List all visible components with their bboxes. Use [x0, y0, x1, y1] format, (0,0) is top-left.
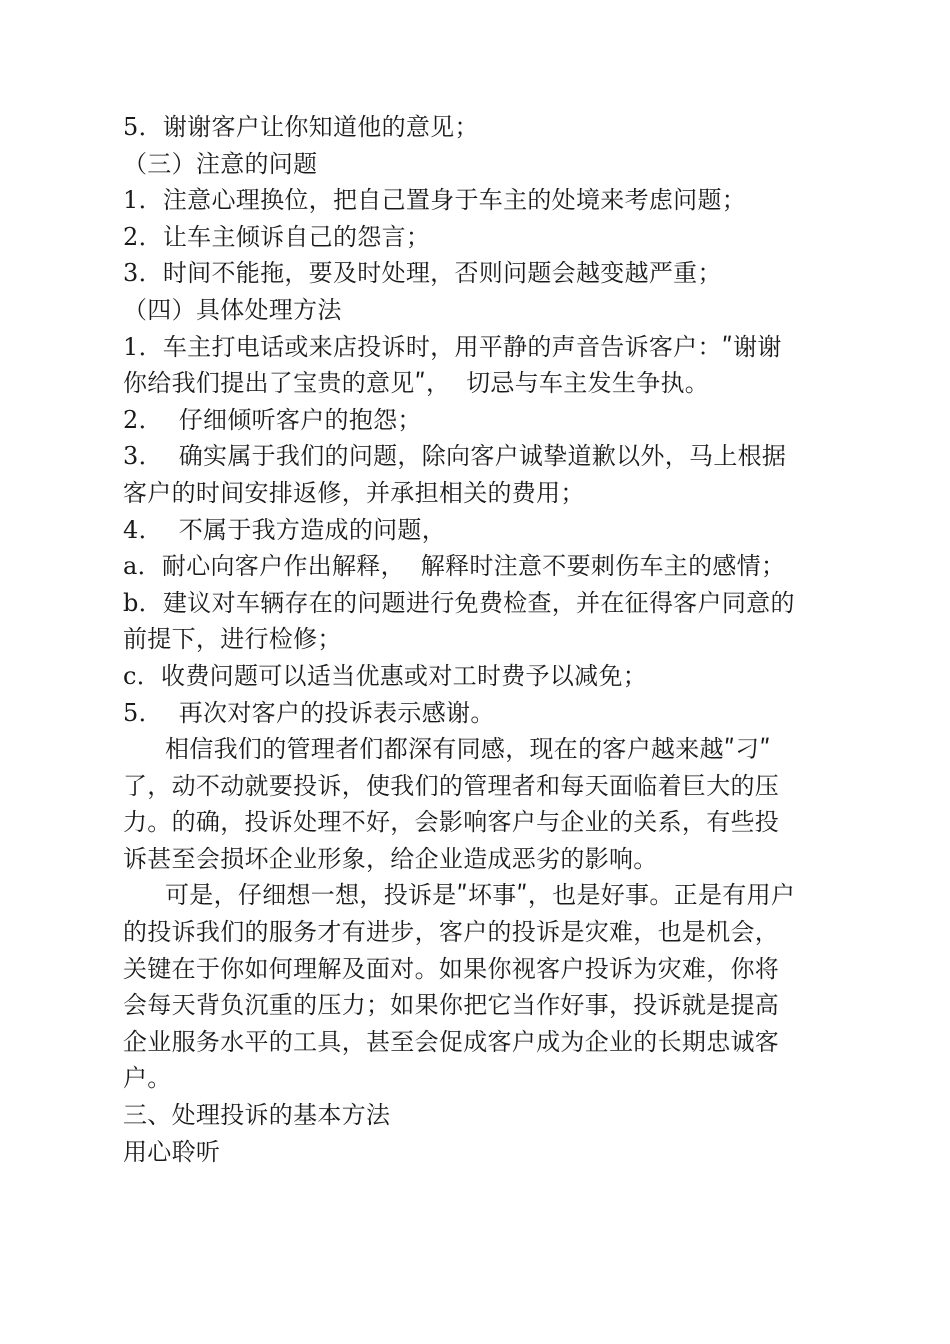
sub-item-c-fees: c．收费问题可以适当优惠或对工时费予以减免； [123, 661, 648, 690]
paragraph-managers-line-2: 了，动不动就要投诉，使我们的管理者和每天面临着巨大的压 [123, 771, 780, 800]
list-item-calm-voice-cont: 你给我们提出了宝贵的意见ʺ， 切忌与车主发生争执。 [123, 369, 710, 398]
sub-item-a-explain: a．耐心向客户作出解释， 解释时注意不要刺伤车主的感情； [123, 552, 786, 581]
paragraph-opportunity-line-2: 的投诉我们的服务才有进步，客户的投诉是灾难，也是机会， [123, 918, 780, 947]
subheading-listen-attentively: 用心聆听 [123, 1137, 221, 1166]
sub-item-b-free-check-cont: 前提下，进行检修； [123, 625, 342, 654]
document-body [123, 109, 833, 1170]
list-item-our-problem-cont: 客户的时间安排返修，并承担相关的费用； [123, 478, 585, 507]
paragraph-managers-line-1: 相信我们的管理者们都深有同感，现在的客户越来越ʺ刁ʺ [165, 735, 771, 764]
section-heading-attention-issues: （三）注意的问题 [123, 149, 318, 178]
paragraph-opportunity-line-5: 企业服务水平的工具，甚至会促成客户成为企业的长期忠诚客 [123, 1027, 780, 1056]
list-item-thank-again: 5． 再次对客户的投诉表示感谢。 [123, 698, 495, 727]
list-item-empathy: 1．注意心理换位，把自己置身于车主的处境来考虑问题； [123, 186, 747, 215]
list-item-not-our-problem: 4． 不属于我方造成的问题， [123, 515, 447, 544]
section-heading-basic-methods: 三、处理投诉的基本方法 [123, 1101, 391, 1130]
paragraph-managers-line-4: 诉甚至会损坏企业形象，给企业造成恶劣的影响。 [123, 844, 658, 873]
list-item-timely-handling: 3．时间不能拖，要及时处理，否则问题会越变越严重； [123, 259, 722, 288]
list-item-let-owner-vent: 2．让车主倾诉自己的怨言； [123, 222, 431, 251]
paragraph-opportunity-line-3: 关键在于你如何理解及面对。如果你视客户投诉为灾难，你将 [123, 954, 780, 983]
paragraph-opportunity-line-4: 会每天背负沉重的压力；如果你把它当作好事，投诉就是提高 [123, 991, 780, 1020]
sub-item-b-free-check: b．建议对车辆存在的问题进行免费检查，并在征得客户同意的 [123, 588, 795, 617]
list-item-calm-voice: 1．车主打电话或来店投诉时，用平静的声音告诉客户：ʺ谢谢 [123, 332, 782, 361]
paragraph-opportunity-line-1: 可是，仔细想一想，投诉是ʺ坏事ʺ，也是好事。正是有用户 [165, 881, 796, 910]
list-item-listen: 2． 仔细倾听客户的抱怨； [123, 405, 422, 434]
paragraph-managers-line-3: 力。的确，投诉处理不好，会影响客户与企业的关系，有些投 [123, 808, 780, 837]
list-item-our-problem: 3． 确实属于我们的问题，除向客户诚挚道歉以外，马上根据 [123, 442, 787, 471]
list-item-thank-customer: 5．谢谢客户让你知道他的意见； [123, 113, 479, 141]
paragraph-opportunity-line-6: 户。 [123, 1064, 172, 1093]
section-heading-specific-methods: （四）具体处理方法 [123, 295, 342, 324]
